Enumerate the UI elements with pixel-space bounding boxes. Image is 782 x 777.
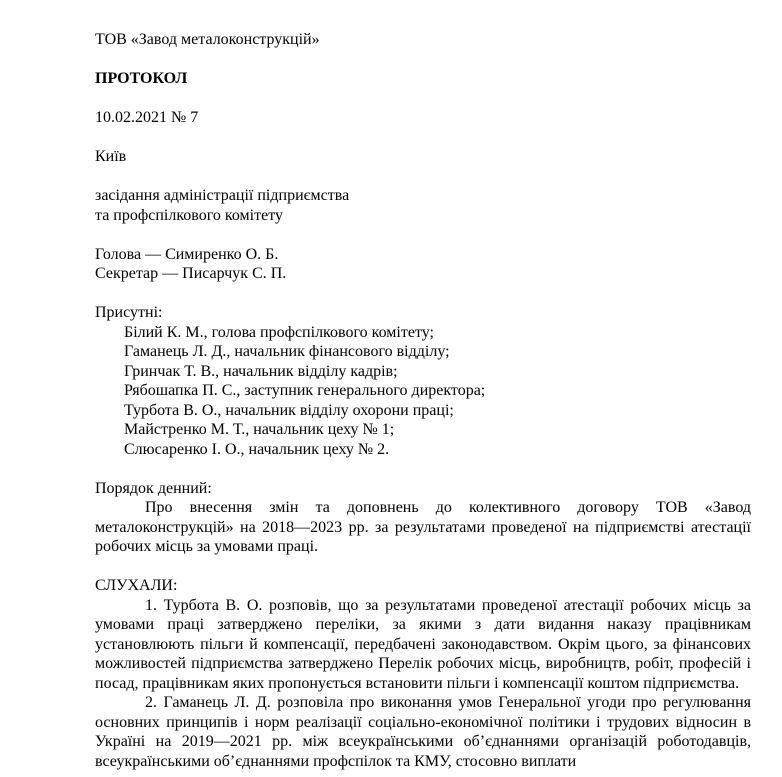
attendee-item: Білий К. М., голова профспілкового комітету; [124,323,434,341]
attendee-item: Майстренко М. Т., начальник цеху № 1; [124,421,395,438]
chairperson: Голова — Симиренко О. Б. [95,245,279,263]
attendees-heading: Присутні: [95,304,163,321]
document-subject-line-2: та профспілкового комітету [95,206,283,224]
document-city: Київ [95,148,127,165]
document-date-number: 10.02.2021 № 7 [95,109,199,126]
document-type-title: ПРОТОКОЛ [95,70,188,87]
attendee-item: Турбота В. О., начальник відділу охорони праці; [124,401,454,419]
document-page [95,30,751,771]
attendee-item: Слюсаренко І. О., начальник цеху № 2. [124,440,390,458]
attendees-list [95,323,751,460]
attendee-item: Гринчак Т. В., начальник відділу кадрів; [124,362,398,380]
secretary: Секретар — Писарчук С. П. [95,265,287,282]
heard-item-1: 1. Турбота В. О. розповів, що за результатами проведеної атестації робочих місць за умовами праці затверджено переліки, за якими з дати видання наказу працівникам установлюють пільги й компенсації, передбачені законодавством. Окрім цього, за фінансових можливостей підприємства затверджено Перелік робочих місць, виробництв, робіт, професій і посад, працівникам яких пропонується встановити пільги і компенсації коштом підприємства. [95,596,751,692]
company-name: ТОВ «Завод металоконструкцій» [95,31,320,48]
document-subject-line-1: засідання адміністрації підприємства [95,187,350,204]
heard-heading: СЛУХАЛИ: [95,577,178,594]
attendee-item: Рябошапка П. С., заступник генерального директора; [124,382,486,399]
agenda-heading: Порядок денний: [95,479,212,497]
attendee-item: Гаманець Л. Д., начальник фінансового відділу; [124,343,450,360]
heard-item-2: 2. Гаманець Л. Д. розповіла про виконання умов Генеральної угоди про регулювання основних принципів і норм реалізації соціально-економічної політики і трудових відносин в Україні на 2019—2021 рр. між всеукраїнськими об’єднаннями організацій роботодавців, всеукраїнськими об’єднаннями профспілок та КМУ, стосовно виплати [95,694,751,770]
agenda-text: Про внесення змін та доповнень до колективного договору ТОВ «Завод металоконструкцій» на 2018—2023 рр. за результатами проведеної на підприємстві атестації робочих місць за умовами праці. [95,499,751,555]
